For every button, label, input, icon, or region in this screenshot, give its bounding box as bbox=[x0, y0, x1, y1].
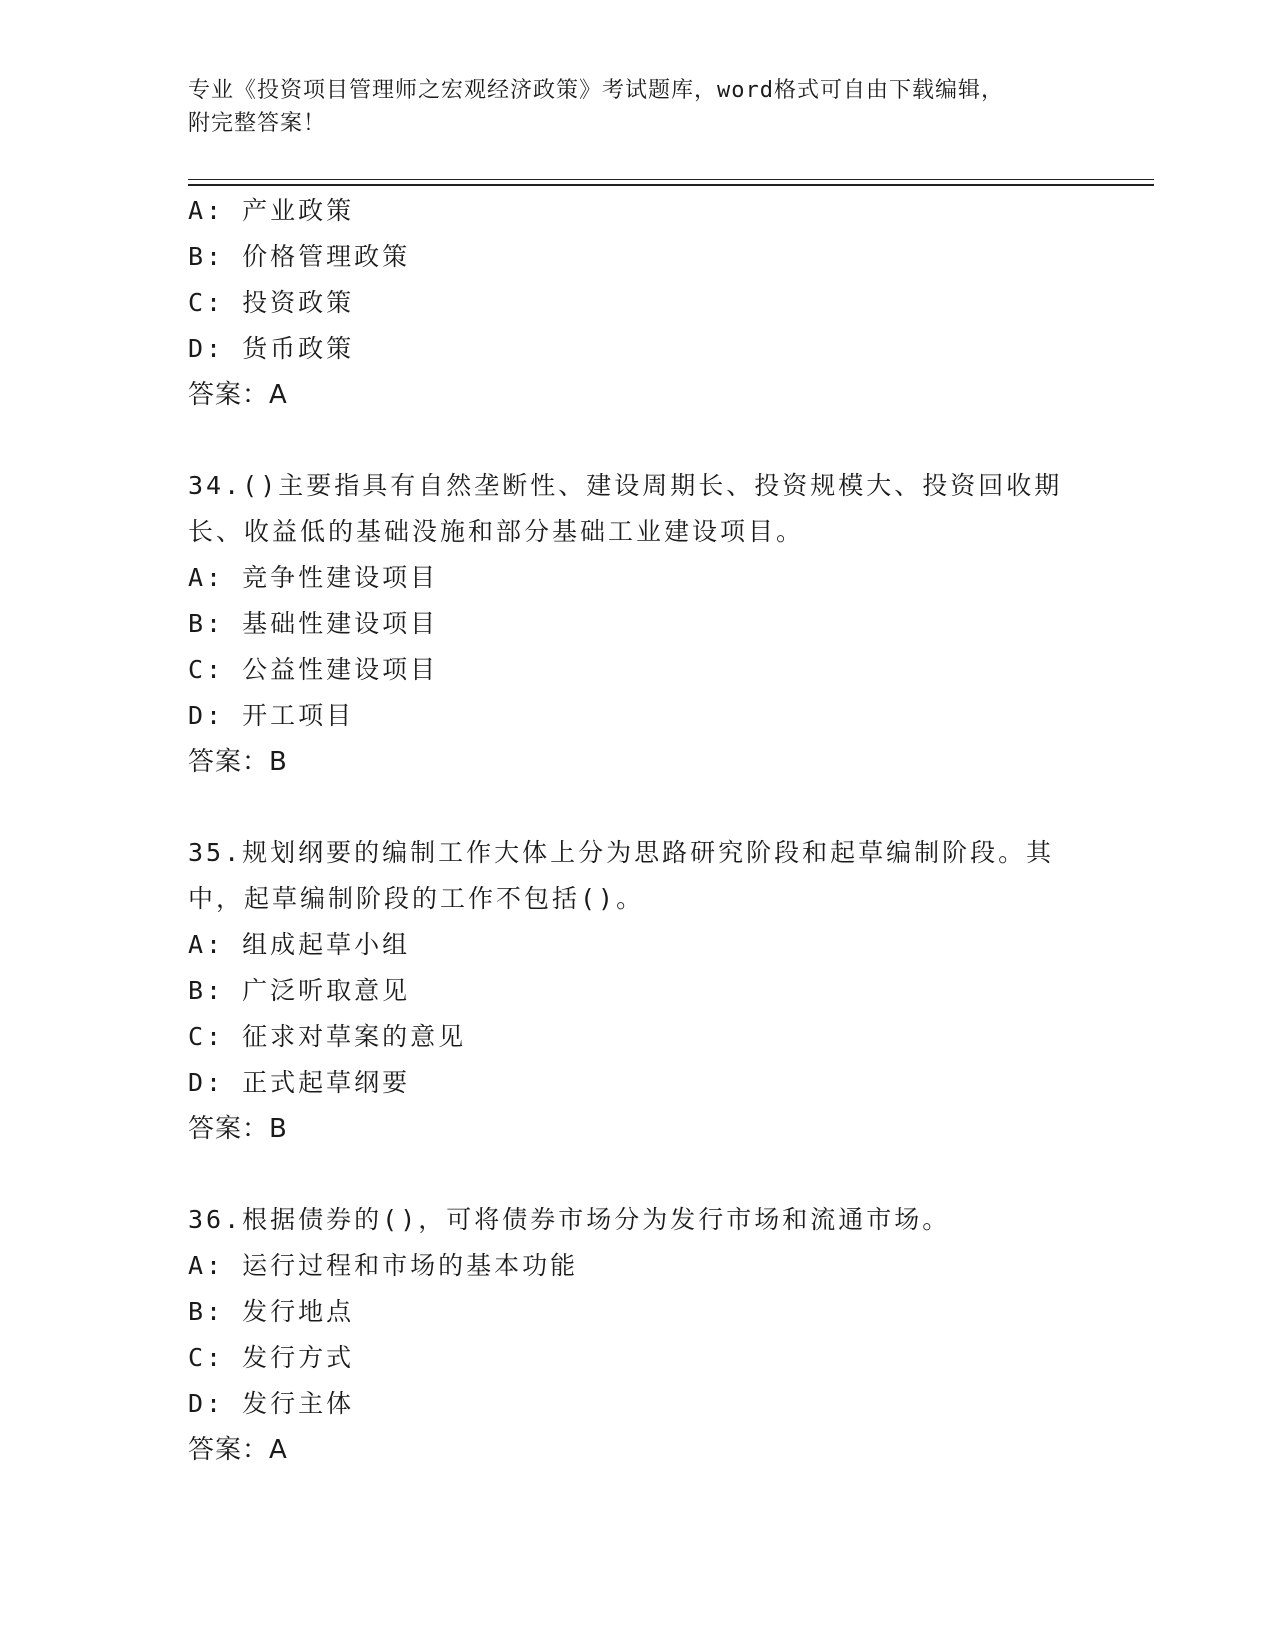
option-c: C: 投资政策 bbox=[188, 288, 355, 317]
option-c: C: 发行方式 bbox=[188, 1343, 355, 1372]
question-36 bbox=[188, 1197, 1088, 1473]
option-b: B: 价格管理政策 bbox=[188, 242, 411, 271]
question-list bbox=[188, 188, 1088, 1473]
question-35 bbox=[188, 830, 1088, 1152]
option-a: A: 组成起草小组 bbox=[188, 930, 411, 959]
question-stem: 36.根据债券的()，可将债券市场分为发行市场和流通市场。 bbox=[188, 1205, 951, 1234]
option-b: B: 广泛听取意见 bbox=[188, 976, 411, 1005]
option-a: A: 竞争性建设项目 bbox=[188, 563, 439, 592]
answer-label: 答案：A bbox=[188, 1435, 288, 1465]
question-stem: 35.规划纲要的编制工作大体上分为思路研究阶段和起草编制阶段。其中，起草编制阶段的工作不包括()。 bbox=[188, 838, 1055, 913]
option-c: C: 征求对草案的意见 bbox=[188, 1022, 467, 1051]
header-rule-thick bbox=[188, 184, 1154, 186]
question-33 bbox=[188, 188, 1088, 418]
question-34 bbox=[188, 463, 1088, 785]
spacer bbox=[188, 418, 1088, 463]
option-d: D: 正式起草纲要 bbox=[188, 1068, 411, 1097]
spacer bbox=[188, 1152, 1088, 1197]
header-line-2: 附完整答案！ bbox=[188, 111, 327, 136]
answer-label: 答案：B bbox=[188, 1114, 288, 1144]
answer-label: 答案：B bbox=[188, 747, 288, 777]
option-b: B: 基础性建设项目 bbox=[188, 609, 439, 638]
header-line-1: 专业《投资项目管理师之宏观经济政策》考试题库，word格式可自由下载编辑， bbox=[188, 78, 1004, 103]
option-a: A: 运行过程和市场的基本功能 bbox=[188, 1251, 579, 1280]
option-b: B: 发行地点 bbox=[188, 1297, 355, 1326]
option-a: A: 产业政策 bbox=[188, 196, 355, 225]
document-header bbox=[188, 74, 1088, 140]
option-d: D: 货币政策 bbox=[188, 334, 355, 363]
option-c: C: 公益性建设项目 bbox=[188, 655, 439, 684]
option-d: D: 开工项目 bbox=[188, 701, 355, 730]
option-d: D: 发行主体 bbox=[188, 1389, 355, 1418]
answer-label: 答案：A bbox=[188, 380, 288, 410]
spacer bbox=[188, 785, 1088, 830]
question-stem: 34.()主要指具有自然垄断性、建设周期长、投资规模大、投资回收期长、收益低的基础没施和部分基础工业建设项目。 bbox=[188, 471, 1063, 546]
header-rule-thin bbox=[188, 179, 1154, 180]
